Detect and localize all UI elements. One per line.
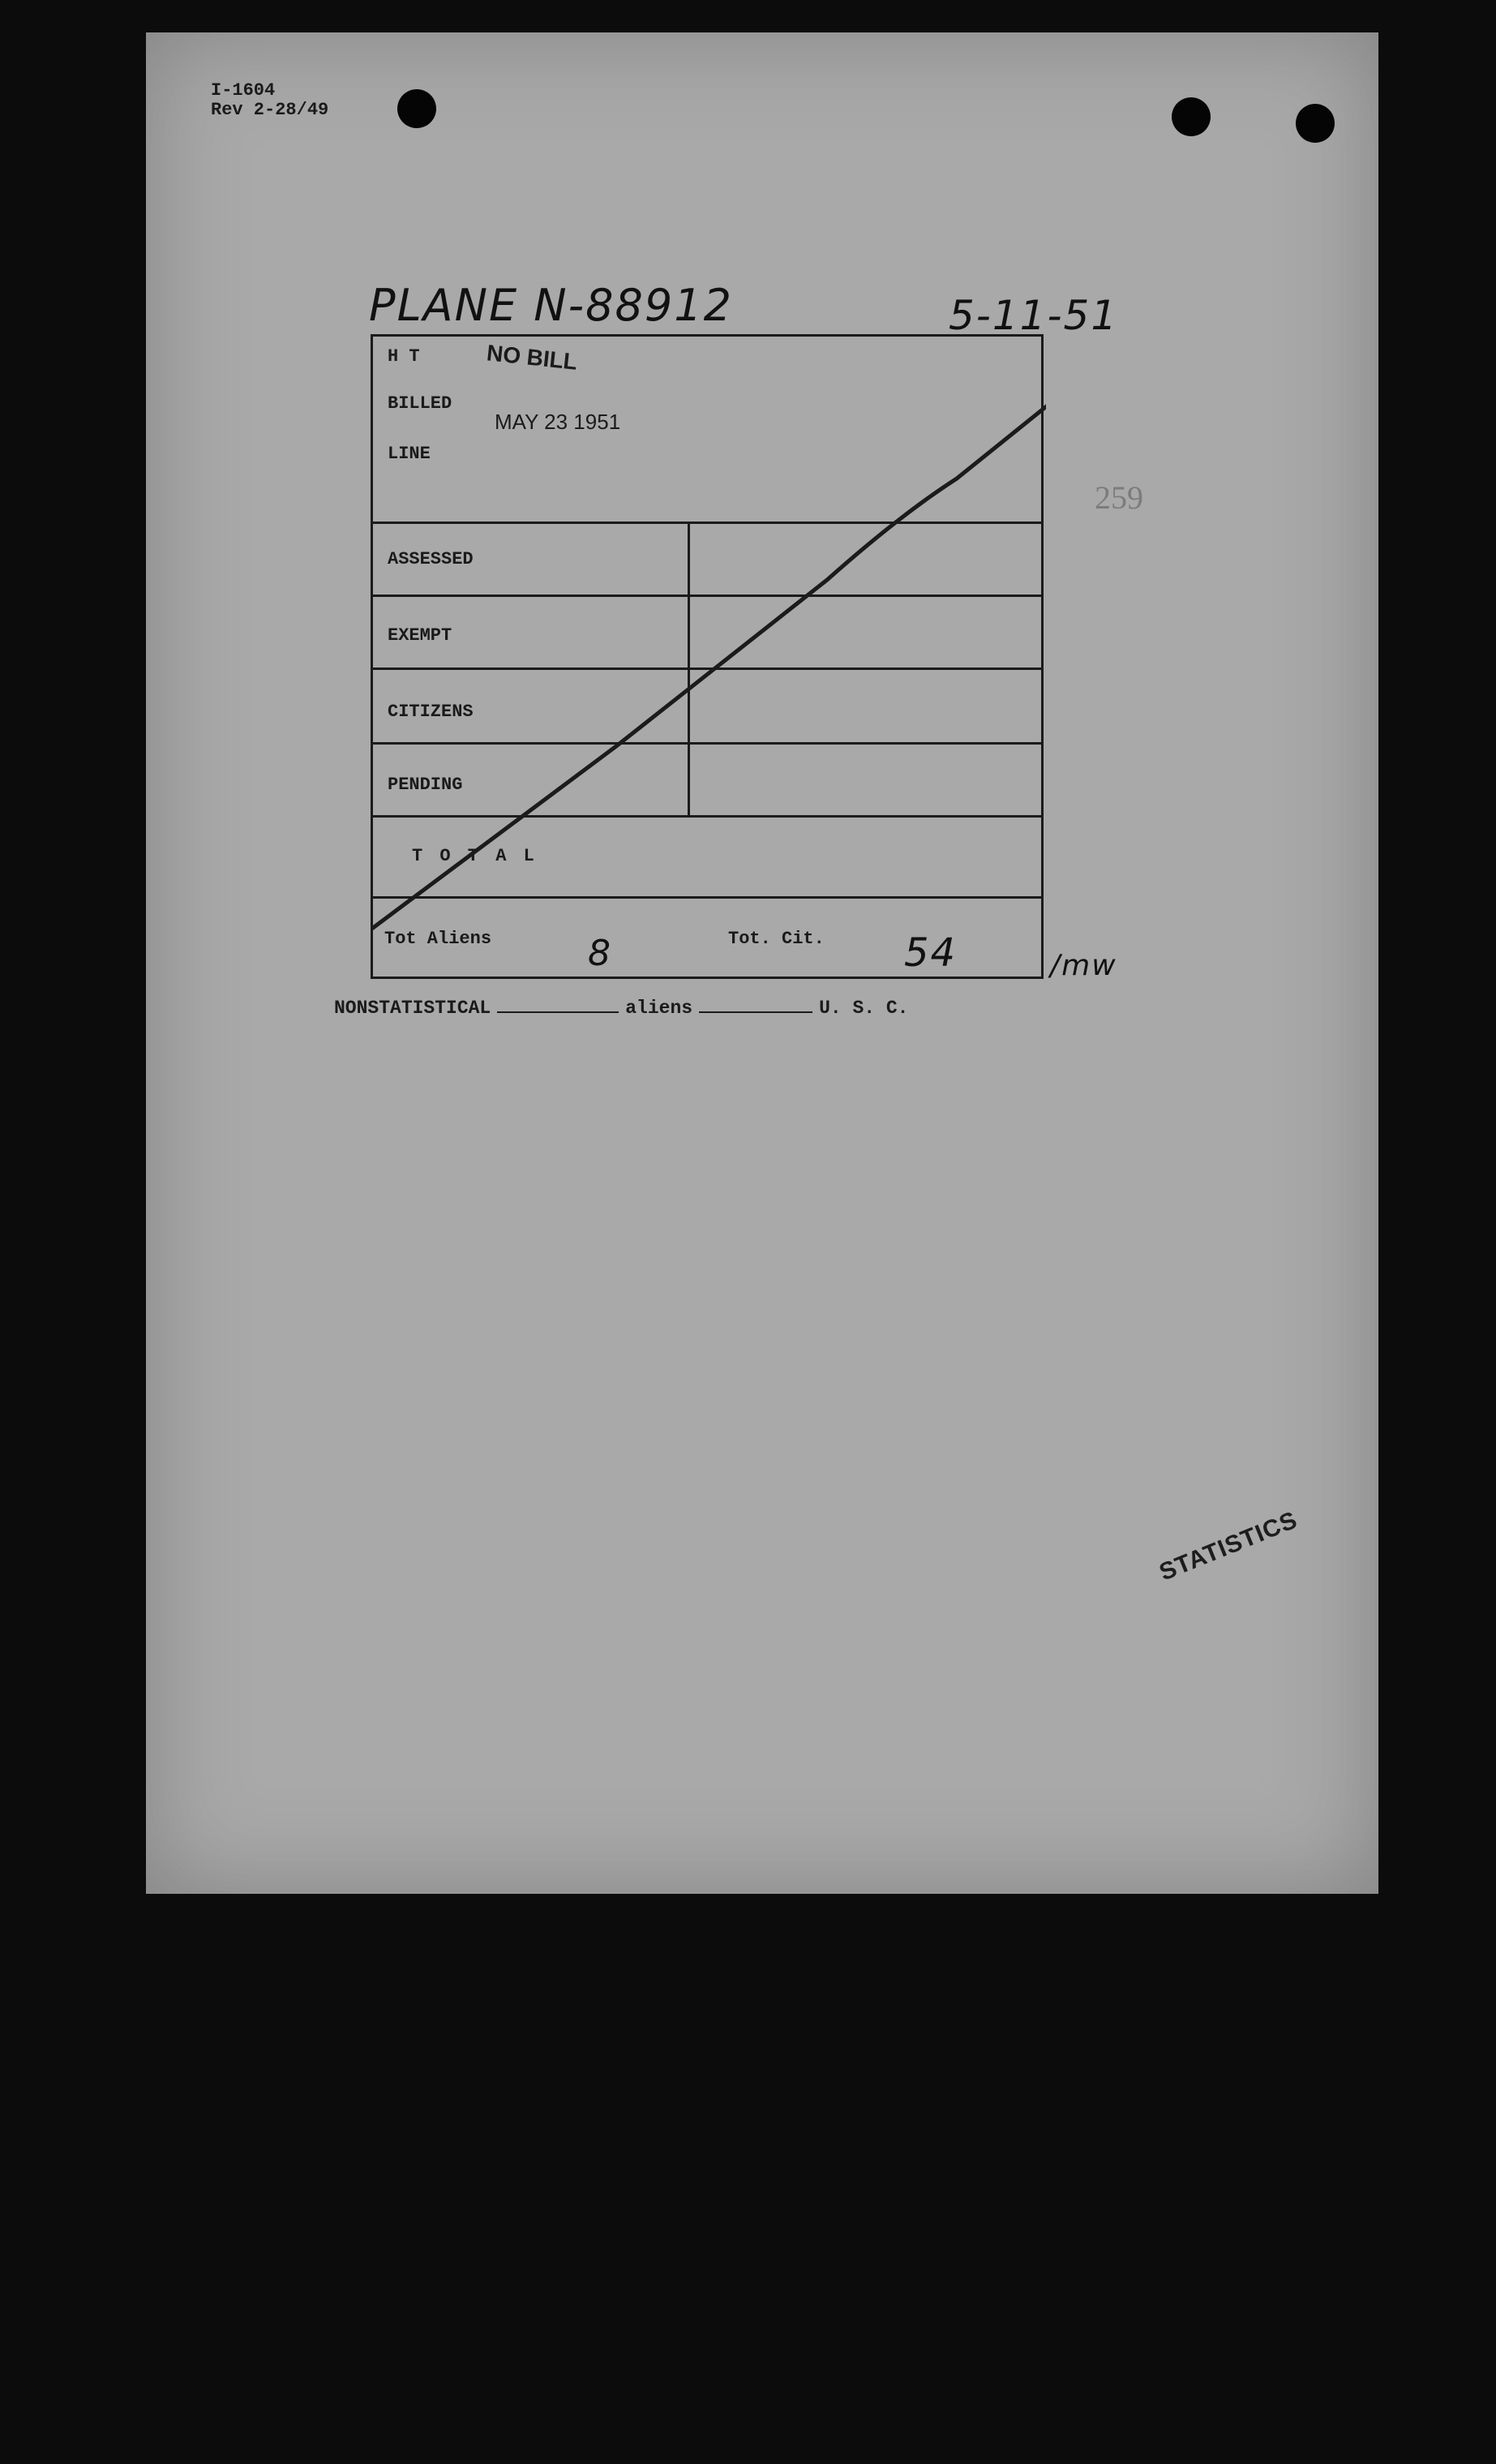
billed-label: BILLED bbox=[388, 393, 452, 414]
handwritten-date: 5-11-51 bbox=[949, 292, 1119, 339]
blank-line bbox=[699, 1008, 812, 1013]
exempt-label: EXEMPT bbox=[388, 625, 452, 646]
form-code bbox=[211, 81, 328, 120]
statistics-stamp: STATISTICS bbox=[1155, 1506, 1301, 1586]
form-number: I-1604 bbox=[211, 80, 276, 101]
punch-hole bbox=[1172, 97, 1211, 136]
punch-hole bbox=[1296, 104, 1335, 143]
form-revision: Rev 2-28/49 bbox=[211, 100, 329, 120]
cancel-diagonal-line bbox=[373, 337, 1046, 981]
usc-label: U. S. C. bbox=[819, 998, 909, 1019]
total-label: T O T A L bbox=[412, 846, 538, 866]
punch-hole bbox=[397, 89, 436, 128]
date-stamp: MAY 23 1951 bbox=[495, 410, 621, 434]
page-number: 259 bbox=[1095, 479, 1143, 516]
pending-label: PENDING bbox=[388, 775, 463, 795]
aliens-label: aliens bbox=[625, 998, 693, 1019]
nonstatistical-line bbox=[334, 998, 908, 1019]
manifest-form-box bbox=[371, 334, 1044, 979]
tot-aliens-value: 8 bbox=[588, 933, 612, 974]
tot-cit-label: Tot. Cit. bbox=[728, 929, 825, 949]
citizens-label: CITIZENS bbox=[388, 702, 474, 722]
tot-aliens-label: Tot Aliens bbox=[384, 929, 492, 949]
assessed-label: ASSESSED bbox=[388, 549, 474, 569]
no-bill-stamp: NO BILL bbox=[485, 340, 579, 375]
blank-line bbox=[497, 1008, 619, 1013]
nonstatistical-label: NONSTATISTICAL bbox=[334, 998, 491, 1019]
line-label: LINE bbox=[388, 444, 431, 464]
document-sheet bbox=[146, 32, 1378, 1894]
ht-label: H T bbox=[388, 346, 420, 367]
initials: /mw bbox=[1050, 949, 1117, 982]
tot-cit-value: 54 bbox=[904, 930, 958, 976]
handwritten-flight: PLANE N-88912 bbox=[369, 280, 733, 331]
